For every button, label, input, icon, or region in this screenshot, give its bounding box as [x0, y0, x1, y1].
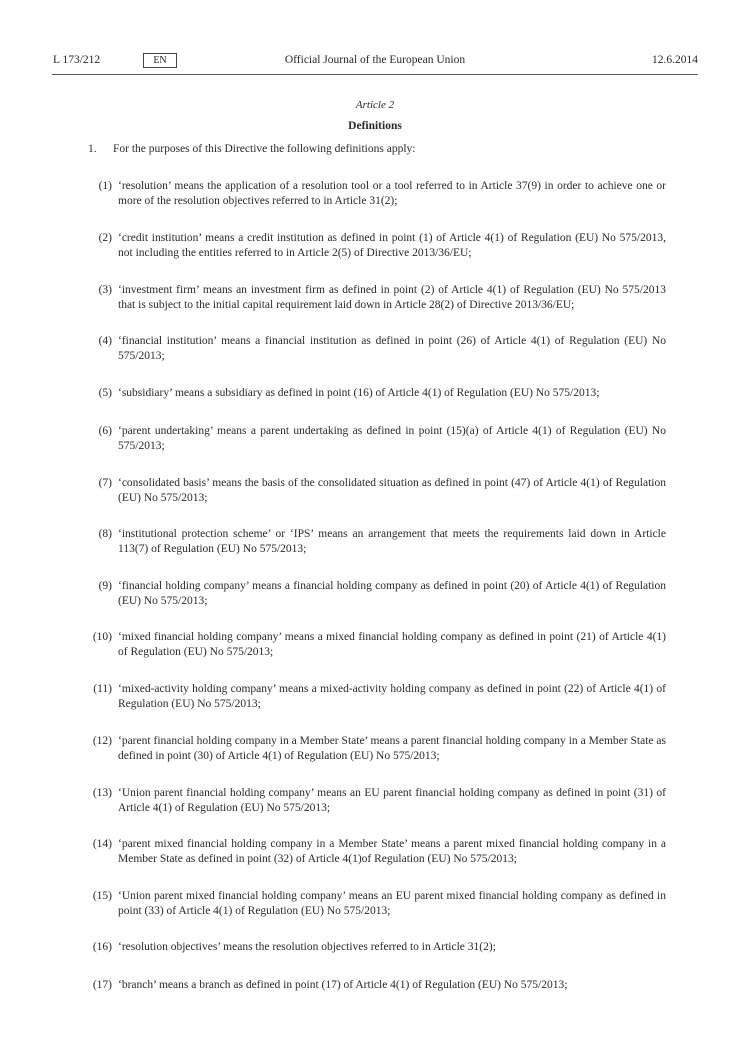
definition-item	[88, 476, 666, 506]
language-badge: EN	[143, 53, 177, 68]
definition-number: (14)	[92, 838, 112, 850]
definition-item	[88, 978, 666, 993]
definition-number: (6)	[98, 425, 112, 437]
definition-text: ‘subsidiary’ means a subsidiary as defined in point (16) of Article 4(1) of Regulation (EU) No 575/2013;	[118, 387, 600, 399]
publication-date: 12.6.2014	[652, 54, 698, 66]
definition-number: (15)	[92, 890, 112, 902]
definition-text: ‘institutional protection scheme’ or ‘IPS’ means an arrangement that meets the requirements laid down in Article 113(7) of Regulation (EU) No 575/2013;	[118, 528, 666, 555]
definition-text: ‘Union parent mixed financial holding company’ means an EU parent mixed financial holding company as defined in point (33) of Article 4(1) of Regulation (EU) No 575/2013;	[118, 890, 666, 917]
paragraph-intro: For the purposes of this Directive the following definitions apply:	[113, 143, 416, 155]
page-reference: L 173/212	[53, 54, 101, 66]
definition-text: ‘mixed-activity holding company’ means a mixed-activity holding company as defined in point (22) of Article 4(1) of Regulation (EU) No 575/2013;	[118, 683, 666, 710]
definition-item	[88, 527, 666, 557]
definition-text: ‘financial institution’ means a financial institution as defined in point (26) of Article 4(1) of Regulation (EU) No 575/2013;	[118, 335, 666, 362]
definition-number: (16)	[92, 941, 112, 953]
definition-number: (11)	[93, 683, 112, 695]
definition-number: (5)	[98, 387, 112, 399]
definition-item	[88, 424, 666, 454]
definition-number: (2)	[98, 232, 112, 244]
definition-text: ‘resolution’ means the application of a resolution tool or a tool referred to in Article 37(9) in order to achieve one or more of the resolution objectives referred to in Article 31(2);	[118, 180, 666, 207]
definition-text: ‘investment firm’ means an investment firm as defined in point (2) of Article 4(1) of Regulation (EU) No 575/2013 that is subject to the initial capital requirement laid down in Article 28(2) of Directive 2013/36/EU;	[118, 284, 666, 311]
definition-text: ‘resolution objectives’ means the resolution objectives referred to in Article 31(2);	[118, 941, 496, 953]
definition-number: (10)	[92, 631, 112, 643]
definition-text: ‘financial holding company’ means a financial holding company as defined in point (20) of Article 4(1) of Regulation (EU) No 575/2013;	[118, 580, 666, 607]
definition-number: (3)	[98, 284, 112, 296]
definition-number: (1)	[98, 180, 112, 192]
definition-text: ‘parent mixed financial holding company in a Member State’ means a parent mixed financial holding company in a Member State as defined in point (32) of Article 4(1)of Regulation (EU) No 575/2013;	[118, 838, 666, 865]
definition-item	[88, 940, 666, 955]
definition-item	[88, 231, 666, 261]
definition-number: (7)	[98, 477, 112, 489]
definition-number: (17)	[92, 979, 112, 991]
article-title: Definitions	[348, 120, 402, 132]
definition-item	[88, 179, 666, 209]
definition-item	[88, 283, 666, 313]
definition-item	[88, 579, 666, 609]
definition-item	[88, 682, 666, 712]
article-number: Article 2	[355, 99, 395, 111]
definition-text: ‘parent undertaking’ means a parent undertaking as defined in point (15)(a) of Article 4(1) of Regulation (EU) No 575/2013;	[118, 425, 666, 452]
definition-item	[88, 386, 666, 401]
definition-text: ‘mixed financial holding company’ means a mixed financial holding company as defined in point (21) of Article 4(1) of Regulation (EU) No 575/2013;	[118, 631, 666, 658]
journal-title: Official Journal of the European Union	[284, 54, 466, 66]
definition-number: (9)	[98, 580, 112, 592]
definition-text: ‘branch’ means a branch as defined in point (17) of Article 4(1) of Regulation (EU) No 575/2013;	[118, 979, 568, 991]
definition-item	[88, 630, 666, 660]
paragraph-number: 1.	[88, 143, 97, 155]
definition-item	[88, 889, 666, 919]
page-header	[52, 52, 698, 75]
definition-number: (12)	[92, 735, 112, 747]
definition-item	[88, 786, 666, 816]
definition-text: ‘credit institution’ means a credit institution as defined in point (1) of Article 4(1) of Regulation (EU) No 575/2013, not including the entities referred to in Article 2(5) of Directive 2013/36/EU;	[118, 232, 666, 259]
definition-item	[88, 837, 666, 867]
definition-item	[88, 734, 666, 764]
definition-text: ‘parent financial holding company in a Member State’ means a parent financial holding company in a Member State as defined in point (30) of Article 4(1) of Regulation (EU) No 575/2013;	[118, 735, 666, 762]
definition-text: ‘Union parent financial holding company’ means an EU parent financial holding company as defined in point (31) of Article 4(1) of Regulation (EU) No 575/2013;	[118, 787, 666, 814]
definition-number: (8)	[98, 528, 112, 540]
definition-number: (13)	[92, 787, 112, 799]
definition-text: ‘consolidated basis’ means the basis of the consolidated situation as defined in point (47) of Article 4(1) of Regulation (EU) No 575/2013;	[118, 477, 666, 504]
definition-item	[88, 334, 666, 364]
definition-number: (4)	[98, 335, 112, 347]
